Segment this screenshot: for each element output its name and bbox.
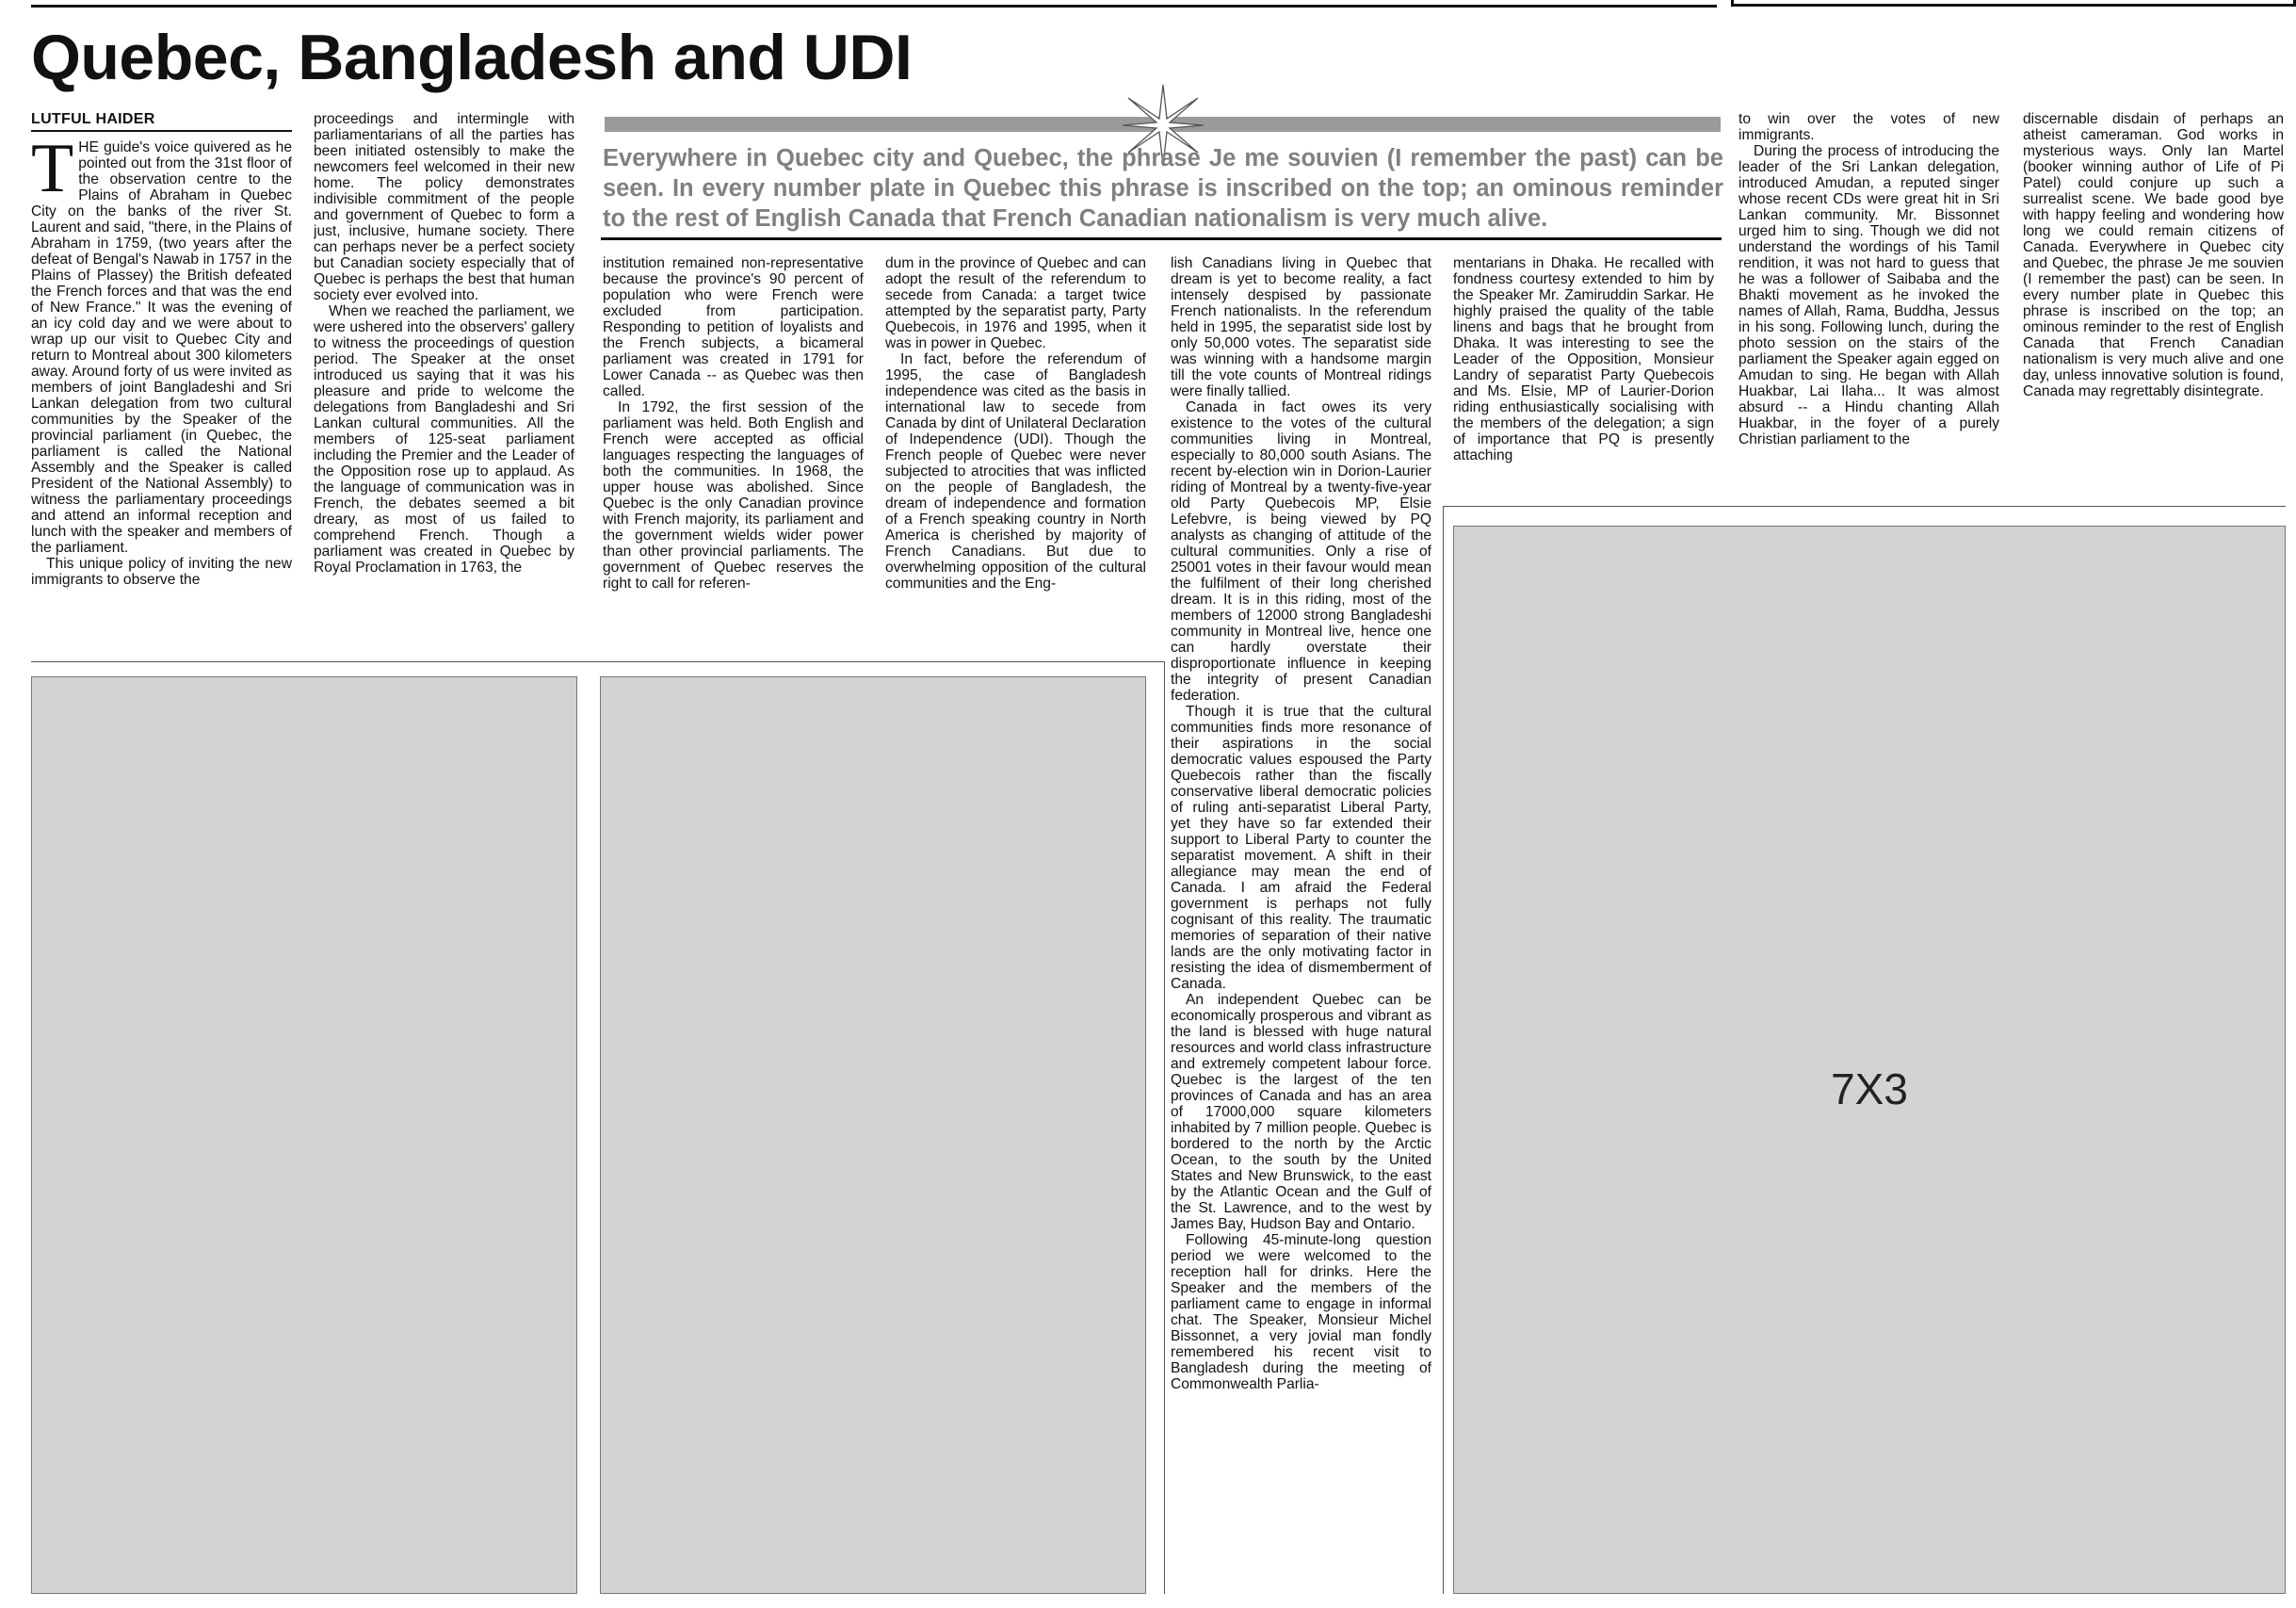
- top-right-box: [1731, 0, 2296, 7]
- paragraph: Though it is true that the cultural communities finds more resonance of their aspirations in the social democratic values espoused the Party Quebecois rather than the fiscally conservative liberal democratic policies of ruling anti-separatist Liberal Party, yet they have so far extended their support to Liberal Party to counter the separatist movement. A shift in their allegiance may mean the end of Canada. I am afraid the Federal government is perhaps not fully cognisant of this reality. The traumatic memories of separation of their native lands are the only motivating factor in resisting the idea of dismemberment of Canada.: [1171, 704, 1431, 992]
- article-column-4: [885, 255, 1146, 655]
- pull-quote-rule: [601, 237, 1722, 240]
- byline: LUTFUL HAIDER: [31, 111, 292, 132]
- paragraph: proceedings and intermingle with parliamentarians of all the parties has been initiated ostensibly to make the newcomers feel welcomed in their new home. The policy demonstrates indivisible commitment of the people and government of Quebec to form a just, inclusive, humane society. There can perhaps never be a perfect society but Canadian society especially that of Quebec is perhaps the best that human society ever evolved into.: [314, 111, 574, 303]
- paragraph: An independent Quebec can be economically prosperous and vibrant as the land is blessed with huge natural resources and world class infrastructure and extremely competent labour force. Quebec is the largest of the ten provinces of Canada and has an area of 17000,000 square kilometers inhabited by 7 million people. Quebec is bordered to the north by the Arctic Ocean, to the south by the United States and New Brunswick, to the east by the Atlantic Ocean and the Gulf of the St. Lawrence, and to the west by James Bay, Hudson Bay and Ontario.: [1171, 992, 1431, 1232]
- article-column-7: [1738, 111, 1999, 503]
- article-column-5: [1171, 255, 1431, 1585]
- paragraph: This unique policy of inviting the new immigrants to observe the: [31, 556, 292, 588]
- paragraph: Canada in fact owes its very existence to the votes of the cultural communities living in Montreal, especially to 80,000 south Asians. The recent by-election win in Dorion-Laurier riding of Montreal by a twenty-five-year old Party Quebecois MP, Elsie Lefebvre, is being viewed by PQ analysts as changing of attitude of the cultural communities. Only a rise of 25001 votes in their favour would mean the fulfilment of their long cherished dream. It is in this riding, most of the members of 12000 strong Bangladeshi community in Montreal live, hence one can hardly overstate their disproportionate influence in keeping the integrity of present Canadian federation.: [1171, 399, 1431, 704]
- paragraph: In fact, before the referendum of 1995, the case of Bangladesh independence was cited as the basis in international law to secede from Canada by dint of Unilateral Declaration of Independence (UDI). Though the French people of Quebec were never subjected to atrocities that was inflicted on the people of Bangladesh, the dream of independence and formation of a French speaking country in North America is cherished by majority of French Canadians. But due to overwhelming opposition of the cultural communities and the Eng-: [885, 351, 1146, 592]
- top-rule: [31, 5, 1717, 8]
- photo-placeholder-center: [600, 676, 1146, 1594]
- photo-placeholder-left: [31, 676, 577, 1594]
- article-column-1: [31, 111, 292, 654]
- drop-cap: T: [31, 130, 74, 207]
- article-column-2: [314, 111, 574, 654]
- paragraph: mentarians in Dhaka. He recalled with fondness courtesy extended to him by the Speaker Mr. Zamiruddin Sarkar. He highly praised the quality of the table linens and bags that he brought from Dhaka. It was interesting to see the Leader of the Opposition, Monsieur Landry of separatist Party Quebecois and Ms. Elsie, MP of Laurier-Dorion riding enthusiastically socialising with the members of the delegation; a sign of importance that PQ is presently attaching: [1453, 255, 1714, 463]
- article-column-8: [2023, 111, 2284, 503]
- article-column-6: [1453, 255, 1714, 502]
- advertisement-placeholder: [1453, 526, 2286, 1594]
- paragraph: When we reached the parliament, we were ushered into the observers' gallery to witness the proceedings of question period. The Speaker at the onset introduced us saying that it was his pleasure and pride to welcome the delegations from Bangladeshi and Sri Lankan cultural communities. All the members of 125-seat parliament including the Premier and the Leader of the Opposition rose up to applaud. As the language of communication was in French, the debates seemed a bit dreary, as most of us failed to comprehend French. Though a parliament was created in Quebec by Royal Proclamation in 1763, the: [314, 303, 574, 576]
- paragraph: Following 45-minute-long question period we were welcomed to the reception hall for drinks. Here the Speaker and the members of the parliament came to engage in informal chat. The Speaker, Monsieur Michel Bissonnet, a very jovial man fondly remembered his recent visit to Bangladesh during the meeting of Commonwealth Parlia-: [1171, 1232, 1431, 1392]
- paragraph: institution remained non-representative because the province's 90 percent of population who were French were excluded from participation. Responding to petition of loyalists and the French subjects, a bicameral parliament was created in 1791 for Lower Canada -- as Quebec was then called.: [603, 255, 864, 399]
- paragraph: to win over the votes of new immigrants.: [1738, 111, 1999, 143]
- section-divider: [31, 661, 1164, 662]
- column-divider: [1164, 661, 1165, 1594]
- paragraph: lish Canadians living in Quebec that dream is yet to become reality, a fact intensely despised by passionate French nationalists. In the referendum held in 1995, the separatist side lost by only 50,000 votes. The separatist side was winning with a handsome margin till the vote counts of Montreal ridings were finally tallied.: [1171, 255, 1431, 399]
- paragraph: discernable disdain of perhaps an atheist cameraman. God works in mysterious ways. Only Ian Martel (booker winning author of Life of Pi Patel) could conjure up such a surrealist scene. We bade good bye with happy feeling and wondering how long we could remain citizens of Canada. Everywhere in Quebec city and Quebec, the phrase Je me souvien (I remember the past) can be seen. In every number plate in Quebec this phrase is inscribed on the top; an ominous reminder to the rest of English Canada that French Canadian nationalism is very much alive and one day, unless innovative solution is found, Canada may regrettably disintegrate.: [2023, 111, 2284, 399]
- pull-quote: Everywhere in Quebec city and Quebec, the phrase Je me souvien (I remember the past) can be seen. In every number plate in Quebec this phrase is inscribed on the top; an ominous reminder to the rest of English Canada that French Canadian nationalism is very much alive.: [603, 145, 1723, 232]
- article-headline: Quebec, Bangladesh and UDI: [31, 22, 913, 93]
- paragraph: dum in the province of Quebec and can adopt the result of the referendum to secede from Canada: a target twice attempted by the separatist party, Party Quebecois, in 1976 and 1995, when it was in power in Quebec.: [885, 255, 1146, 351]
- article-column-3: [603, 255, 864, 655]
- paragraph: In 1792, the first session of the parliament was held. Both English and French were accepted as official languages respecting the languages of both the communities. In 1968, the upper house was abolished. Since Quebec is the only Canadian province with French majority, its parliament and the government wields wider power than other provincial parliaments. The government of Quebec reserves the right to call for referen-: [603, 399, 864, 592]
- column-divider: [1443, 506, 1444, 1594]
- ad-size-label: 7X3: [1831, 1064, 1908, 1113]
- section-divider: [1443, 506, 2286, 507]
- paragraph: During the process of introducing the leader of the Sri Lankan delegation, introduced Amudan, a reputed singer whose recent CDs were great hit in Sri Lankan community. Mr. Bissonnet urged him to sing. Though we did not understand the wordings of his Tamil rendition, it was not hard to guess that he was a follower of Saibaba and the Bhakti movement as he invoked the names of Allah, Rama, Buddha, Jessus in his song. Following lunch, during the photo session on the stairs of the parliament the Speaker again egged on Amudan to sing. He began with Allah Huakbar, Lai Ilaha... It was almost absurd -- a Hindu chanting Allah Huakbar, in the foyer of a purely Christian parliament to the: [1738, 143, 1999, 447]
- paragraph: THE guide's voice quivered as he pointed out from the 31st floor of the observation centre to the Plains of Abraham in Quebec City on the banks of the river St. Laurent and said, "there, in the Plains of Abraham in 1759, (two years after the defeat of Bengal's Nawab in 1757 in the Plains of Plassey) the British defeated the French forces and that was the end of New France." It was the evening of an icy cold day and we were about to wrap up our visit to Quebec City and return to Montreal about 300 kilometers away. Around forty of us were invited as members of joint Bangladeshi and Sri Lankan delegation from two cultural communities by the Speaker of the provincial parliament (in Quebec, the parliament is called the National Assembly and the Speaker is called President of the National Assembly) to witness the parliamentary proceedings and attend an informal reception and lunch with the speaker and members of the parliament.: [31, 130, 292, 556]
